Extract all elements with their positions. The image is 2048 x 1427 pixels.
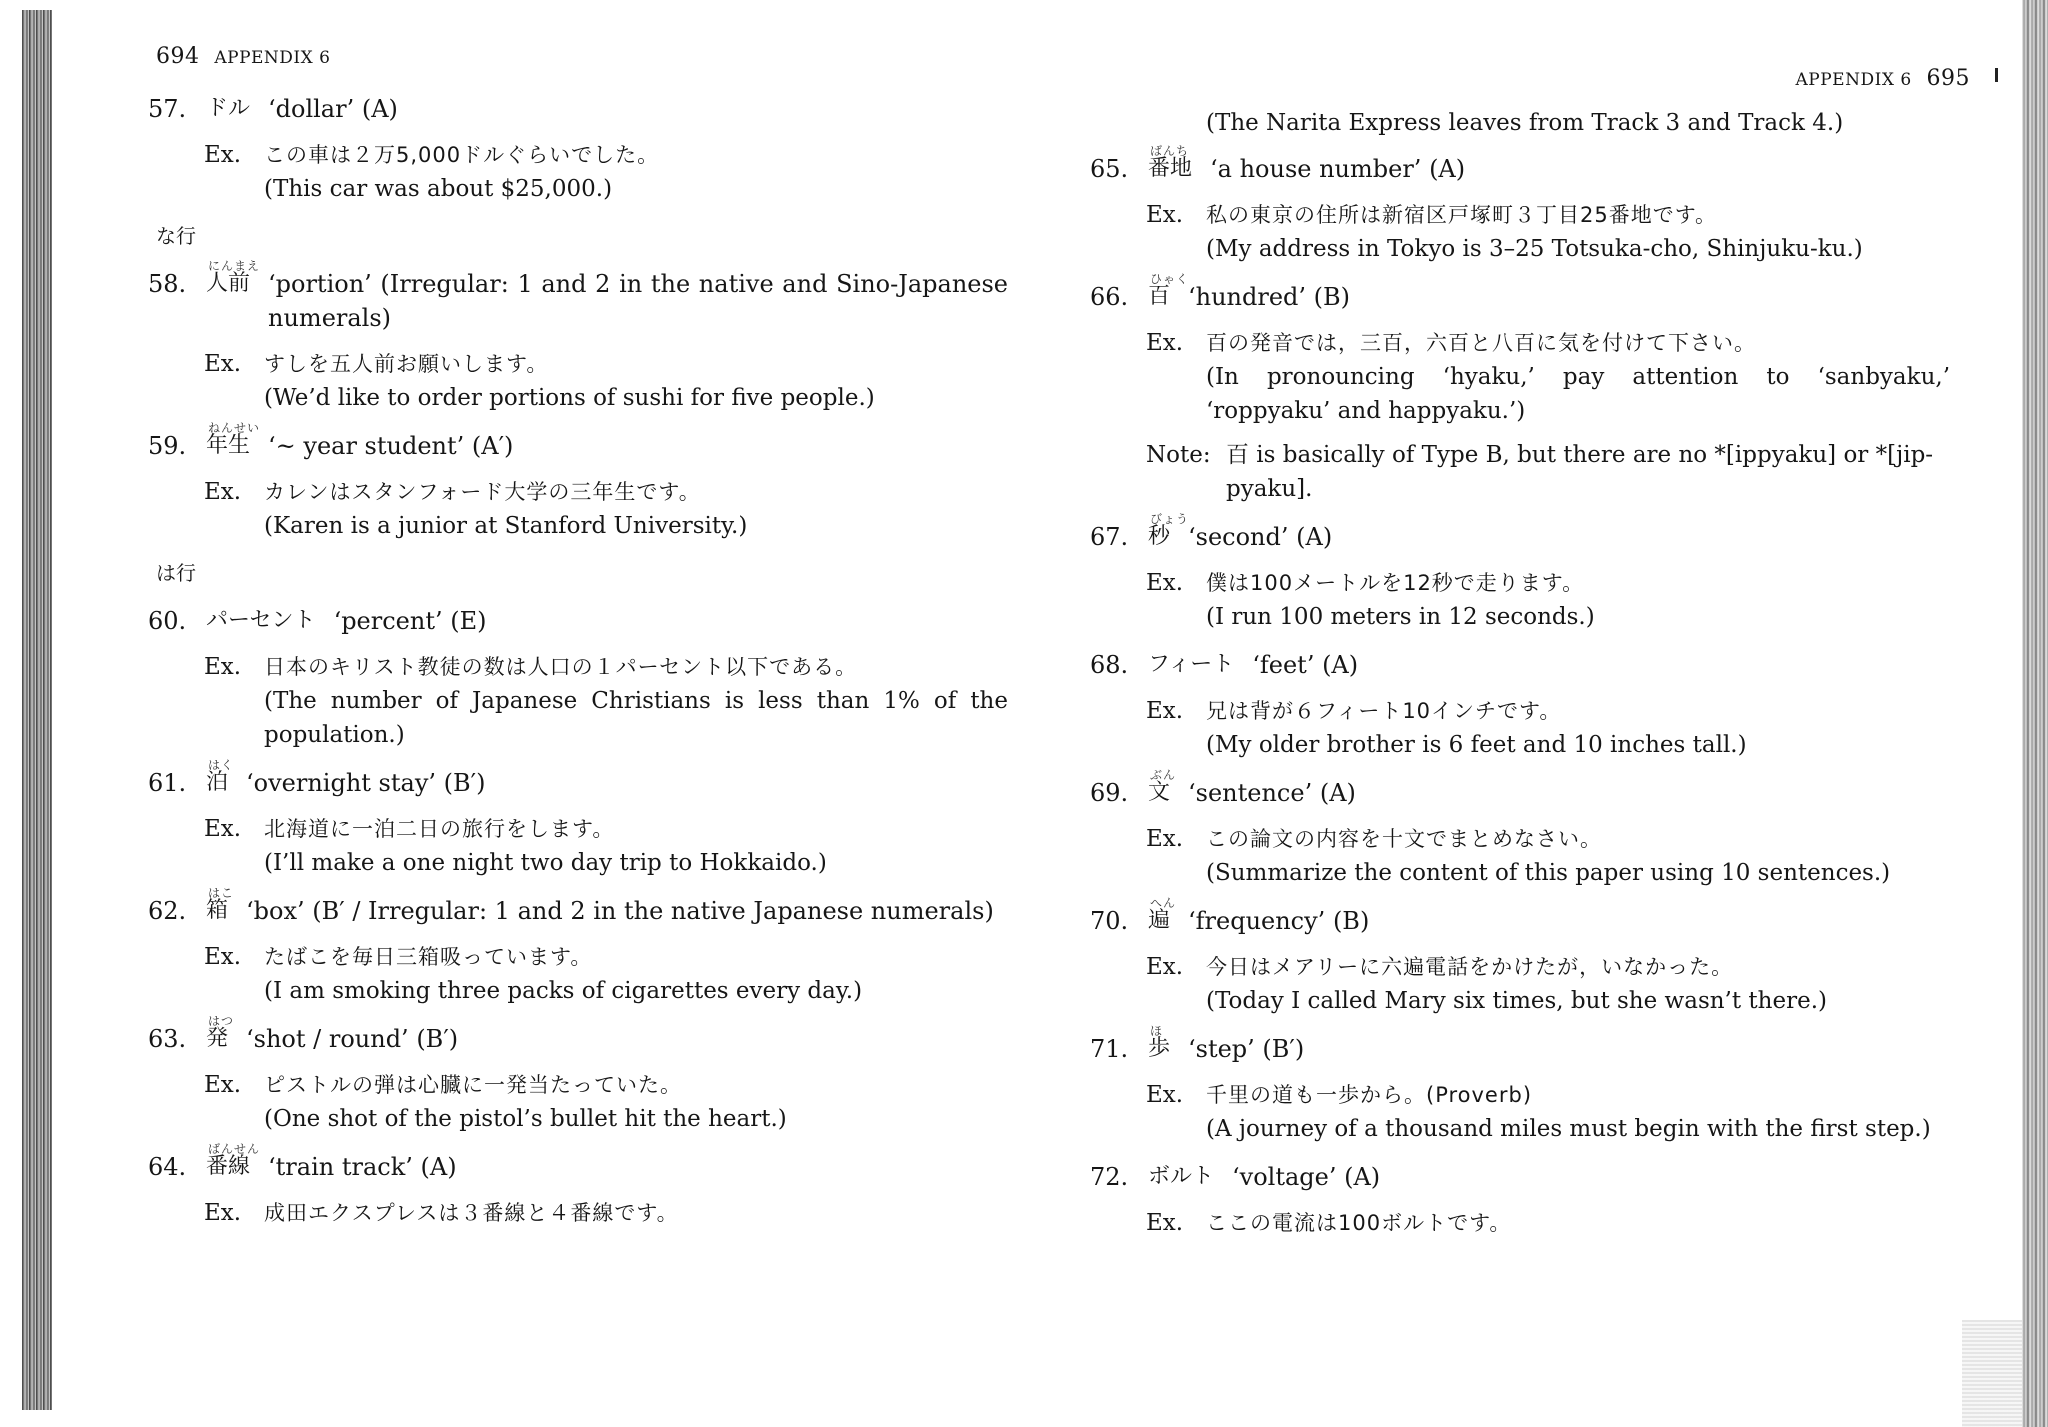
counter-word: 年生 ねんせい [206,429,250,463]
example-label: Ex. [1146,330,1184,356]
example-japanese: この車は２万5,000ドルぐらいでした。 [264,143,660,167]
counter-word: 箱 はこ [206,894,228,928]
note [1146,438,1950,506]
example-row [1090,1206,1950,1240]
furigana: にんまえ [208,259,261,273]
counter-entry [1090,1160,1950,1240]
example-japanese: 私の東京の住所は新宿区戸塚町３丁目25番地です。 [1206,203,1718,227]
gloss: ‘feet’ (A) [1252,651,1359,679]
counter-word: フィート [1148,652,1235,677]
counter-entry [148,421,1008,543]
example-label: Ex. [1146,1082,1184,1108]
entry-head [148,421,1008,463]
gloss: ‘dollar’ (A) [268,95,398,123]
example-label: Ex. [204,142,242,168]
furigana: びょう [1150,512,1190,526]
gloss: ‘hundred’ (B) [1188,283,1351,311]
gloss: ‘shot / round’ (B′) [246,1025,459,1053]
example-row [148,812,1008,846]
running-header: APPENDIX 6 [1795,70,1912,90]
example-japanese: 百の発音では，三百，六百と八百に気を付けて下さい。 [1206,331,1756,355]
example-translation: (Today I called Mary six times, but she wasn’t there.) [1206,988,1827,1014]
entry-head [148,886,1008,928]
left-entries [148,92,1008,1244]
gloss: ‘sentence’ (A) [1188,779,1356,807]
example-label: Ex. [204,479,242,505]
example-row [1090,950,1950,984]
example-translation: (We’d like to order portions of sushi for five people.) [264,385,875,411]
entry-head [148,604,1008,638]
example-row [1090,566,1950,600]
furigana: はこ [208,886,235,900]
example-row [148,138,1008,172]
entry-head [1090,144,1950,186]
example-japanese: 兄は背が６フィート10インチです。 [1206,699,1562,723]
example-row [1090,326,1950,360]
example-translation: (I’ll make a one night two day trip to Hokkaido.) [264,850,827,876]
example-label: Ex. [204,816,242,842]
example-japanese: ピストルの弾は心臓に一発当たっていた。 [264,1073,682,1097]
furigana: はつ [208,1014,235,1028]
example-japanese: すしを五人前お願いします。 [264,352,549,376]
counter-word: 文 ぶん [1148,776,1170,810]
counter-entry [1090,1024,1950,1146]
entry-number: 63. [148,1025,187,1053]
gloss: ‘frequency’ (B) [1188,907,1370,935]
right-page [1090,0,1970,1427]
counter-word: パーセント [206,608,316,633]
counter-entry [148,1014,1008,1136]
counter-entry [1090,272,1950,506]
gloss: ‘portion’ (Irregular: 1 and 2 in the native and Sino-Japanese numerals) [268,270,1008,332]
entry-head [1090,1024,1950,1066]
entry-head [1090,768,1950,810]
entry-number: 58. [148,270,187,298]
entry-head [1090,272,1950,314]
example-label: Ex. [204,351,242,377]
example-japanese: たばこを毎日三箱吸っています。 [264,945,593,969]
example-translation: (One shot of the pistol’s bullet hit the heart.) [264,1106,787,1132]
example-japanese: この論文の内容を十文でまとめなさい。 [1206,827,1602,851]
section-heading: は行 [156,561,196,585]
note-label: Note: [1146,442,1211,468]
example-row [148,347,1008,381]
entry-number: 65. [1090,155,1129,183]
scan-edge-right [2022,0,2048,1427]
counter-word: 百 ひゃく [1148,280,1170,314]
counter-word: 泊 はく [206,766,228,800]
entry-head [148,758,1008,800]
example-label: Ex. [204,1200,242,1226]
example-label: Ex. [204,944,242,970]
example-label: Ex. [1146,1210,1184,1236]
entry-number: 60. [148,607,187,635]
example-japanese: ここの電流は100ボルトです。 [1206,1211,1512,1235]
entry-head [148,1014,1008,1056]
example-translation: (A journey of a thousand miles must begin with the first step.) [1206,1116,1931,1142]
entry-number: 71. [1090,1035,1129,1063]
example-translation: (I run 100 meters in 12 seconds.) [1206,604,1595,630]
example-row [148,650,1008,684]
furigana: ひゃく [1150,272,1190,286]
entry-number: 57. [148,95,187,123]
counter-entry [148,886,1008,1008]
furigana: ばんち [1150,144,1190,158]
example-row [1090,822,1950,856]
counter-word: 秒 びょう [1148,520,1170,554]
example-translation: (Karen is a junior at Stanford University.) [264,513,748,539]
furigana: へん [1150,896,1177,910]
example-row [148,1196,1008,1230]
example-translation: (The number of Japanese Christians is less than 1% of the population.) [264,688,1008,748]
furigana: ねんせい [208,421,261,435]
example-label: Ex. [204,1072,242,1098]
page-number: 695 [1926,66,1970,91]
counter-entry [148,92,1008,206]
note-text: 百 is basically of Type B, but there are no *[ippyaku] or *[jip-pyaku]. [1226,442,1934,502]
counter-entry [148,604,1008,752]
entry-number: 66. [1090,283,1129,311]
entry-number: 70. [1090,907,1129,935]
counter-word: 歩 ほ [1148,1032,1170,1066]
gloss: ‘second’ (A) [1188,523,1333,551]
example-japanese: 成田エクスプレスは３番線と４番線です。 [264,1201,679,1225]
entry-number: 72. [1090,1163,1129,1191]
entry-head [1090,1160,1950,1194]
example-row [1090,198,1950,232]
counter-entry [148,1142,1008,1230]
counter-entry [1090,144,1950,266]
entry-number: 67. [1090,523,1129,551]
scan-speckle [1962,1320,2022,1427]
left-page [148,0,1008,1427]
gloss: ‘~ year student’ (A′) [268,432,514,460]
counter-entry [1090,896,1950,1018]
example-row [148,940,1008,974]
entry-number: 68. [1090,651,1129,679]
entry-number: 64. [148,1153,187,1181]
entry-head [148,259,1008,335]
example-label: Ex. [1146,826,1184,852]
example-japanese: 今日はメアリーに六遍電話をかけたが，いなかった。 [1206,955,1734,979]
counter-word: 番線 ばんせん [206,1150,250,1184]
example-translation: (My address in Tokyo is 3–25 Totsuka-cho, Shinjuku-ku.) [1206,236,1863,262]
entry-number: 61. [148,769,187,797]
page-number: 694 [156,44,200,69]
example-label: Ex. [1146,954,1184,980]
counter-word: 番地 ばんち [1148,152,1192,186]
example-translation: (This car was about $25,000.) [264,176,613,202]
furigana: はく [208,758,235,772]
gloss: ‘voltage’ (A) [1232,1163,1381,1191]
example-translation: (Summarize the content of this paper using 10 sentences.) [1206,860,1891,886]
gloss: ‘overnight stay’ (B′) [246,769,486,797]
scan-edge-left [22,10,52,1410]
furigana: ほ [1150,1024,1164,1038]
example-japanese: 北海道に一泊二日の旅行をします。 [264,817,615,841]
entry-head [1090,896,1950,938]
counter-entry [1090,768,1950,890]
example-row [148,1068,1008,1102]
gloss: ‘box’ (B′ / Irregular: 1 and 2 in the native Japanese numerals) [246,897,994,925]
counter-entry [148,259,1008,415]
counter-word: ボルト [1148,1164,1215,1189]
continued-text: (The Narita Express leaves from Track 3 and Track 4.) [1206,110,1844,136]
counter-entry [1090,512,1950,634]
example-japanese: 僕は100メートルを12秒で走ります。 [1206,571,1585,595]
example-label: Ex. [204,654,242,680]
entry-number: 62. [148,897,187,925]
example-translation: (I am smoking three packs of cigarettes every day.) [264,978,863,1004]
counter-entry [148,758,1008,880]
counter-word: 遍 へん [1148,904,1170,938]
entry-head [148,92,1008,126]
example-label: Ex. [1146,570,1184,596]
counter-word: 発 はつ [206,1022,228,1056]
entry-number: 59. [148,432,187,460]
gloss: ‘a house number’ (A) [1210,155,1466,183]
example-label: Ex. [1146,202,1184,228]
example-japanese: 日本のキリスト教徒の数は人口の１パーセント以下である。 [264,655,858,679]
running-header: APPENDIX 6 [214,48,331,68]
example-translation: (My older brother is 6 feet and 10 inches tall.) [1206,732,1747,758]
right-page-header [1788,66,1970,91]
section-heading: な行 [156,224,196,248]
furigana: ぶん [1150,768,1177,782]
entry-head [1090,648,1950,682]
example-row [1090,1078,1950,1112]
counter-entry [1090,648,1950,762]
entry-head [1090,512,1950,554]
left-page-header [156,44,338,69]
entry-number: 69. [1090,779,1129,807]
furigana: ばんせん [208,1142,261,1156]
counter-word: 人前 にんまえ [206,267,250,335]
example-row [148,475,1008,509]
example-translation: (In pronouncing ‘hyaku,’ pay attention to ‘sanbyaku,’ ‘roppyaku’ and happyaku.’) [1206,364,1950,424]
counter-word: ドル [206,96,251,121]
right-entries [1090,106,1950,1254]
margin-mark [1995,68,1998,82]
example-japanese: 千里の道も一歩から。(Proverb) [1206,1083,1533,1107]
gloss: ‘train track’ (A) [268,1153,457,1181]
gloss: ‘percent’ (E) [333,607,487,635]
entry-head [148,1142,1008,1184]
gloss: ‘step’ (B′) [1188,1035,1305,1063]
example-label: Ex. [1146,698,1184,724]
example-row [1090,694,1950,728]
example-japanese: カレンはスタンフォード大学の三年生です。 [264,480,701,504]
